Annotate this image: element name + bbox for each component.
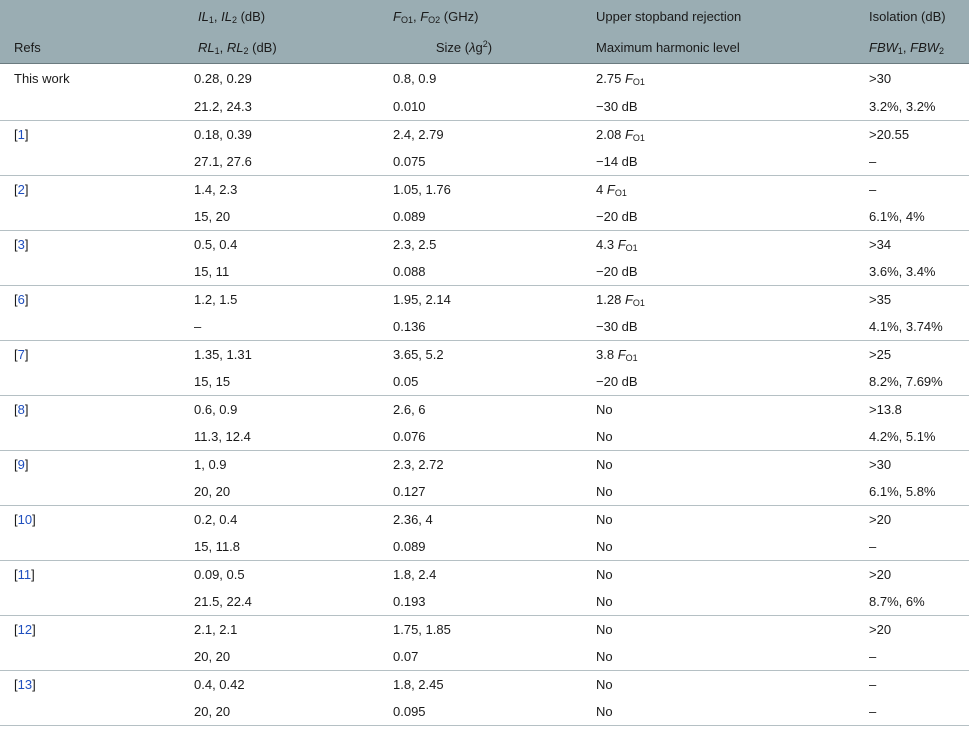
harmonic-cell: −30 dB	[584, 93, 858, 121]
fbw-cell: 4.1%, 3.74%	[858, 313, 969, 341]
ref-cell-empty	[0, 258, 180, 286]
stopband-cell: 1.28 $F_{O1}$	[596, 292, 645, 308]
header-stopband: Upper stopband rejection	[596, 8, 742, 24]
table-row	[0, 588, 969, 616]
size-cell: 0.07	[380, 643, 584, 671]
frequency-cell: 1.8, 2.45	[393, 677, 444, 692]
table-row	[0, 368, 969, 396]
table-row	[0, 506, 969, 534]
fbw-cell: 3.2%, 3.2%	[858, 93, 969, 121]
ref-cell: [13]	[14, 677, 36, 692]
table-row	[0, 533, 969, 561]
frequency-cell: 1.05, 1.76	[393, 182, 451, 197]
ref-cell-empty	[0, 203, 180, 231]
insertion-loss-cell: 0.4, 0.42	[194, 677, 245, 692]
frequency-cell: 3.65, 5.2	[393, 347, 444, 362]
table-row	[0, 203, 969, 231]
ref-cell-empty	[0, 148, 180, 176]
frequency-cell: 0.8, 0.9	[393, 71, 437, 86]
return-loss-cell: 15, 11.8	[180, 533, 380, 561]
reference-link[interactable]: 7	[17, 347, 25, 362]
insertion-loss-cell: 0.28, 0.29	[194, 71, 252, 86]
isolation-cell: >35	[869, 292, 892, 307]
table-row	[0, 478, 969, 506]
table-row	[0, 616, 969, 644]
return-loss-cell: 21.2, 24.3	[180, 93, 380, 121]
fbw-cell: 8.2%, 7.69%	[858, 368, 969, 396]
harmonic-cell: −20 dB	[584, 368, 858, 396]
header-harmonic: Maximum harmonic level	[584, 32, 858, 64]
table-row	[0, 258, 969, 286]
return-loss-cell: 27.1, 27.6	[180, 148, 380, 176]
return-loss-cell: 15, 11	[180, 258, 380, 286]
isolation-cell: >20.55	[869, 127, 910, 142]
return-loss-cell: 11.3, 12.4	[180, 423, 380, 451]
ref-cell: [10]	[14, 512, 36, 527]
reference-link[interactable]: 13	[17, 677, 33, 692]
table-row	[0, 93, 969, 121]
insertion-loss-cell: 0.2, 0.4	[194, 512, 238, 527]
size-cell: 0.089	[380, 203, 584, 231]
header-return-loss: $RL_1$, $RL_2$ (dB)	[180, 32, 380, 64]
insertion-loss-cell: 1, 0.9	[194, 457, 227, 472]
fbw-cell: –	[858, 698, 969, 726]
fbw-cell: 3.6%, 3.4%	[858, 258, 969, 286]
isolation-cell: >30	[869, 457, 892, 472]
isolation-cell: >34	[869, 237, 892, 252]
ref-cell: [9]	[14, 457, 29, 472]
insertion-loss-cell: 0.6, 0.9	[194, 402, 238, 417]
size-cell: 0.193	[380, 588, 584, 616]
ref-cell-empty	[0, 93, 180, 121]
reference-link[interactable]: 9	[17, 457, 25, 472]
table-row	[0, 561, 969, 589]
size-cell: 0.089	[380, 533, 584, 561]
reference-link[interactable]: 3	[17, 237, 25, 252]
header-frequency: $F_{O1}$, $F_{O2}$ (GHz)	[393, 8, 479, 25]
fbw-cell: 8.7%, 6%	[858, 588, 969, 616]
insertion-loss-cell: 0.09, 0.5	[194, 567, 245, 582]
harmonic-cell: No	[584, 588, 858, 616]
reference-link[interactable]: 10	[17, 512, 33, 527]
ref-cell: [1]	[14, 127, 29, 142]
size-cell: 0.127	[380, 478, 584, 506]
header-insertion-loss: $IL_1$, $IL_2$ (dB)	[198, 8, 266, 25]
stopband-cell: No	[596, 512, 613, 527]
reference-link[interactable]: 11	[17, 567, 32, 582]
table-row	[0, 176, 969, 204]
stopband-cell: No	[596, 567, 613, 582]
fbw-cell: 6.1%, 4%	[858, 203, 969, 231]
ref-cell: [2]	[14, 182, 29, 197]
isolation-cell: –	[869, 677, 877, 692]
size-cell: 0.136	[380, 313, 584, 341]
fbw-cell: –	[858, 533, 969, 561]
table-row	[0, 64, 969, 94]
insertion-loss-cell: 2.1, 2.1	[194, 622, 238, 637]
fbw-cell: –	[858, 643, 969, 671]
ref-cell: [3]	[14, 237, 29, 252]
frequency-cell: 1.8, 2.4	[393, 567, 437, 582]
reference-link[interactable]: 6	[17, 292, 25, 307]
harmonic-cell: No	[584, 533, 858, 561]
ref-cell-empty	[0, 478, 180, 506]
harmonic-cell: No	[584, 643, 858, 671]
isolation-cell: >30	[869, 71, 892, 86]
frequency-cell: 1.95, 2.14	[393, 292, 451, 307]
size-cell: 0.010	[380, 93, 584, 121]
harmonic-cell: −14 dB	[584, 148, 858, 176]
header-empty	[0, 0, 180, 32]
return-loss-cell: –	[180, 313, 380, 341]
size-cell: 0.095	[380, 698, 584, 726]
table-row	[0, 286, 969, 314]
size-cell: 0.05	[380, 368, 584, 396]
stopband-cell: 4.3 $F_{O1}$	[596, 237, 638, 253]
insertion-loss-cell: 0.18, 0.39	[194, 127, 252, 142]
table-header	[0, 0, 969, 64]
header-fbw: $FBW_1$, $FBW_2$	[858, 32, 969, 64]
ref-cell: This work	[14, 71, 70, 86]
ref-cell: [6]	[14, 292, 29, 307]
frequency-cell: 2.3, 2.5	[393, 237, 437, 252]
table-row	[0, 423, 969, 451]
isolation-cell: >13.8	[869, 402, 902, 417]
harmonic-cell: No	[584, 423, 858, 451]
fbw-cell: 6.1%, 5.8%	[858, 478, 969, 506]
insertion-loss-cell: 1.2, 1.5	[194, 292, 238, 307]
table-row	[0, 698, 969, 726]
harmonic-cell: −20 dB	[584, 258, 858, 286]
table-row	[0, 341, 969, 369]
stopband-cell: No	[596, 402, 613, 417]
table-row	[0, 451, 969, 479]
frequency-cell: 2.3, 2.72	[393, 457, 444, 472]
table-row	[0, 313, 969, 341]
header-row-2	[0, 32, 969, 64]
ref-cell: [11]	[14, 567, 35, 582]
reference-link[interactable]: 12	[17, 622, 33, 637]
table-row	[0, 231, 969, 259]
ref-cell-empty	[0, 533, 180, 561]
table-row	[0, 643, 969, 671]
ref-cell: [12]	[14, 622, 36, 637]
frequency-cell: 2.36, 4	[393, 512, 433, 527]
size-cell: 0.076	[380, 423, 584, 451]
frequency-cell: 2.4, 2.79	[393, 127, 444, 142]
table-row	[0, 671, 969, 699]
ref-cell: [7]	[14, 347, 29, 362]
header-isolation: Isolation (dB)	[869, 8, 946, 24]
reference-link[interactable]: 2	[17, 182, 25, 197]
size-cell: 0.075	[380, 148, 584, 176]
ref-cell-empty	[0, 423, 180, 451]
ref-cell-empty	[0, 698, 180, 726]
table-row	[0, 396, 969, 424]
ref-cell-empty	[0, 643, 180, 671]
frequency-cell: 2.6, 6	[393, 402, 426, 417]
stopband-cell: No	[596, 622, 613, 637]
return-loss-cell: 15, 15	[180, 368, 380, 396]
table-body	[0, 64, 969, 726]
stopband-cell: 2.08 $F_{O1}$	[596, 127, 645, 143]
fbw-cell: –	[858, 148, 969, 176]
frequency-cell: 1.75, 1.85	[393, 622, 451, 637]
ref-cell-empty	[0, 588, 180, 616]
stopband-cell: No	[596, 677, 613, 692]
header-refs: Refs	[0, 32, 180, 64]
harmonic-cell: −20 dB	[584, 203, 858, 231]
isolation-cell: >25	[869, 347, 892, 362]
ref-cell-empty	[0, 368, 180, 396]
harmonic-cell: −30 dB	[584, 313, 858, 341]
return-loss-cell: 20, 20	[180, 643, 380, 671]
header-row-1	[0, 0, 969, 32]
insertion-loss-cell: 1.4, 2.3	[194, 182, 238, 197]
isolation-cell: >20	[869, 567, 892, 582]
return-loss-cell: 21.5, 22.4	[180, 588, 380, 616]
stopband-cell: 3.8 $F_{O1}$	[596, 347, 638, 363]
isolation-cell: >20	[869, 622, 892, 637]
insertion-loss-cell: 1.35, 1.31	[194, 347, 252, 362]
size-cell: 0.088	[380, 258, 584, 286]
fbw-cell: 4.2%, 5.1%	[858, 423, 969, 451]
return-loss-cell: 20, 20	[180, 698, 380, 726]
stopband-cell: No	[596, 457, 613, 472]
stopband-cell: 2.75 $F_{O1}$	[596, 71, 645, 87]
reference-link[interactable]: 1	[17, 127, 25, 142]
harmonic-cell: No	[584, 698, 858, 726]
insertion-loss-cell: 0.5, 0.4	[194, 237, 238, 252]
return-loss-cell: 15, 20	[180, 203, 380, 231]
table-row	[0, 148, 969, 176]
isolation-cell: –	[869, 182, 877, 197]
return-loss-cell: 20, 20	[180, 478, 380, 506]
header-size: Size $(\lambda g^2)$	[380, 32, 584, 64]
reference-link[interactable]: 8	[17, 402, 25, 417]
harmonic-cell: No	[584, 478, 858, 506]
ref-cell: [8]	[14, 402, 29, 417]
stopband-cell: 4 $F_{O1}$	[596, 182, 627, 198]
isolation-cell: >20	[869, 512, 892, 527]
ref-cell-empty	[0, 313, 180, 341]
table-row	[0, 121, 969, 149]
